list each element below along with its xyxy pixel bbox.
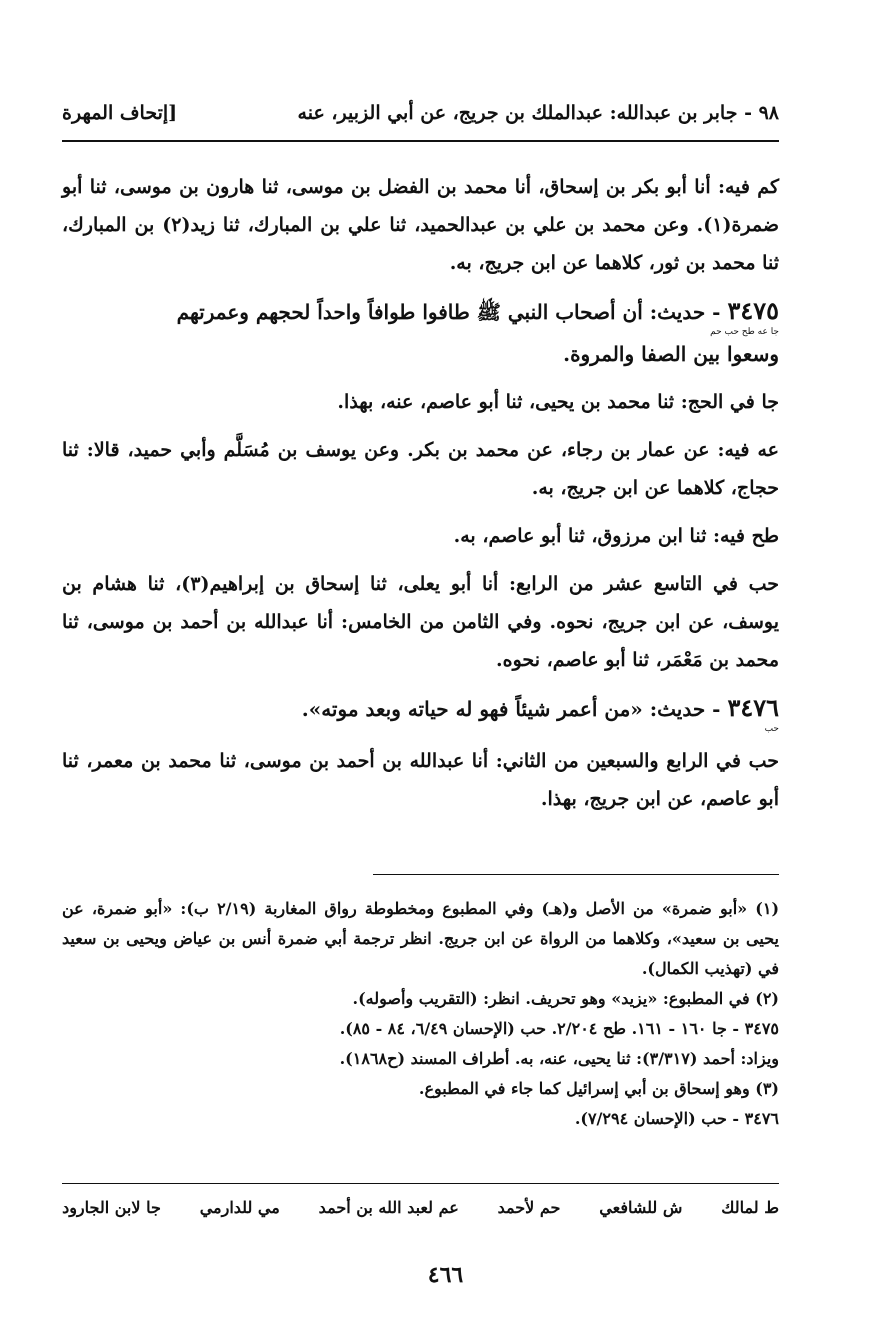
hadith-sigla: حب (764, 724, 779, 734)
paragraph-th: طح فيه: ثنا ابن مرزوق، ثنا أبو عاصم، به. (453, 525, 779, 547)
footnote-3476: ٣٤٧٦ - حب (الإحسان ٧/٢٩٤). (574, 1109, 779, 1128)
footnote-2: (٢) في المطبوع: «يزيد» وهو تحريف. انظر: (التقريب وأصوله). (352, 989, 779, 1008)
main-text (62, 168, 779, 828)
hadith-number: ٣٤٧٥ (727, 296, 779, 325)
footnote-3475: ٣٤٧٥ - جا ١٦٠ - ١٦١. طح ٢/٢٠٤. حب (الإحسان ٦/٤٩، ٨٤ - ٨٥). (339, 1019, 779, 1038)
abbrev-item: ط لمالك (721, 1198, 779, 1217)
running-title: ٩٨ - جابر بن عبدالله: عبدالملك بن جريج، عن أبي الزبير، عنه (297, 102, 779, 124)
abbrev-item: حم لأحمد (497, 1198, 561, 1217)
abbrev-rule (62, 1183, 779, 1184)
abbrev-item: عم لعبد الله بن أحمد (318, 1198, 459, 1217)
paragraph-kam: كم فيه: أنا أبو بكر بن إسحاق، أنا محمد بن الفضل بن موسى، ثنا هارون بن موسى، ثنا أبو ضمرة(١). وعن محمد بن علي بن عبدالحميد، ثنا علي بن المبارك، ثنا زيد(٢) بن المبارك، ثنا محمد بن ثور، كلاهما عن ابن جريج، به. (62, 176, 780, 274)
hadith-text: - حديث: «من أعمر شيئاً فهو له حياته وبعد موته». (301, 697, 728, 721)
hadith-text: - حديث: أن أصحاب النبي ﷺ طافوا طوافاً واحداً لحجهم وعمرتهم (176, 300, 728, 324)
header-rule (62, 140, 779, 142)
footnote-1: (١) «أبو ضمرة» من الأصل و(هـ) وفي المطبوع ومخطوطة رواق المغاربة (٢/١٩ ب): «أبو ضمرة، عن يحيى بن سعيد»، وكلاهما من الرواة عن ابن جريج. انظر ترجمة أبي ضمرة أنس بن عياض ويحيى بن سعيد في (تهذيب الكمال). (62, 899, 780, 978)
hadith-number: ٣٤٧٦ (727, 693, 779, 722)
hadith-3476-heading (62, 689, 779, 734)
paragraph-ah: عه فيه: عن عمار بن رجاء، عن محمد بن بكر. وعن يوسف بن مُسَلَّم وأبي حميد، قالا: ثنا حجاج، كلاهما عن ابن جريج، به. (62, 439, 779, 499)
abbrev-item: مي للدارمي (199, 1198, 280, 1217)
footnotes (62, 894, 779, 1134)
abbreviation-key (62, 1198, 779, 1217)
hadith-sigla: جا عه طح حب حم (710, 327, 779, 337)
abbrev-item: ش للشافعي (599, 1198, 683, 1217)
hadith-3475-heading (62, 292, 779, 373)
hadith-text-continued: وسعوا بين الصفا والمروة. (563, 342, 779, 366)
paragraph-ja: جا في الحج: ثنا محمد بن يحيى، ثنا أبو عاصم، عنه، بهذا. (337, 391, 779, 413)
abbrev-item: جا لابن الجارود (62, 1198, 161, 1217)
footnote-rule (373, 874, 779, 875)
paragraph-hb: حب في التاسع عشر من الرابع: أنا أبو يعلى، ثنا إسحاق بن إبراهيم(٣)، ثنا هشام بن يوسف، عن ابن جريج، نحوه. وفي الثامن من الخامس: أنا عبدالله بن أحمد بن موسى، ثنا محمد بن مَعْمَر، ثنا أبو عاصم، نحوه. (62, 573, 779, 671)
running-header (62, 92, 779, 124)
paragraph-hb2: حب في الرابع والسبعين من الثاني: أنا عبدالله بن أحمد بن موسى، ثنا محمد بن معمر، ثنا أبو عاصم، عن ابن جريج، بهذا. (62, 750, 779, 810)
footnote-3475-extra: ويزاد: أحمد (٣/٣١٧): ثنا يحيى، عنه، به. أطراف المسند (ح١٨٦٨). (339, 1049, 779, 1068)
book-name: [إتحاف المهرة (62, 102, 178, 124)
footnote-3: (٣) وهو إسحاق بن أبي إسرائيل كما جاء في المطبوع. (418, 1079, 779, 1098)
page-number: ٤٦٦ (427, 1262, 464, 1288)
